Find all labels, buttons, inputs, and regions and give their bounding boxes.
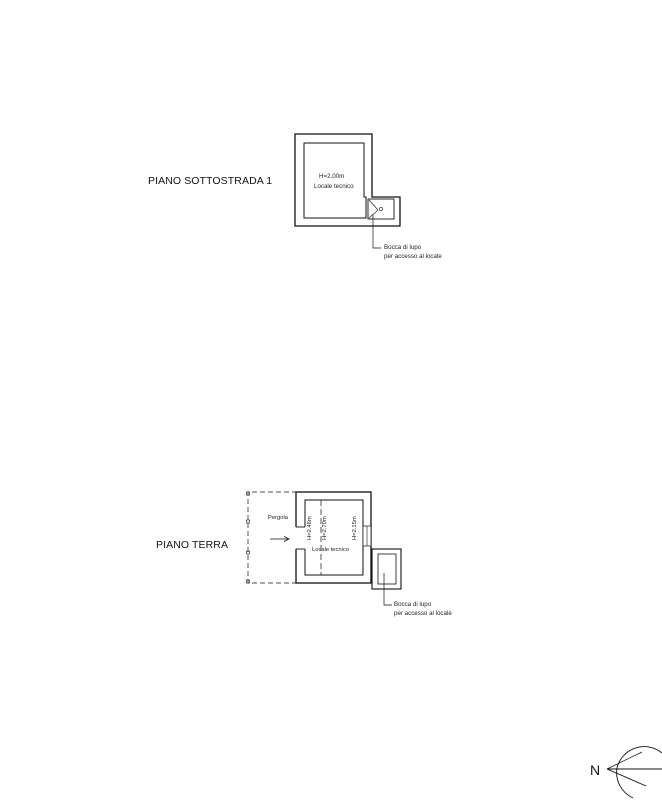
basement-room-height: H=2.00m bbox=[319, 173, 345, 180]
pergola-post bbox=[247, 520, 250, 523]
basement-plan bbox=[295, 134, 400, 248]
ground-room-name: Locale tecnico bbox=[312, 547, 350, 553]
basement-callout-line1: Bocca di lupo bbox=[384, 244, 422, 251]
pergola-label: Pergola bbox=[268, 515, 288, 521]
ground-door-opening bbox=[294, 527, 306, 549]
compass-arc bbox=[617, 747, 662, 798]
ground-callout-line2: per accesso al locale bbox=[394, 610, 452, 617]
basement-light-well-diagonal bbox=[369, 200, 378, 210]
basement-callout-line2: per accesso al locale bbox=[384, 253, 442, 260]
basement-outer-wall bbox=[295, 134, 400, 226]
pergola-outline bbox=[248, 492, 297, 583]
ground-light-well-inner bbox=[378, 554, 396, 584]
ground-title: PIANO TERRA bbox=[156, 539, 229, 551]
compass-north-label: N bbox=[590, 762, 601, 778]
basement-inner-wall bbox=[304, 143, 366, 218]
ground-height-mid: H=2.70m bbox=[322, 516, 328, 540]
compass-rose bbox=[607, 747, 662, 798]
ground-callout-line1: Bocca di lupo bbox=[394, 601, 432, 608]
basement-room-name: Locale tecnico bbox=[314, 183, 354, 190]
basement-light-well bbox=[368, 199, 394, 219]
ground-light-well-outer bbox=[372, 549, 401, 589]
ground-height-left: H=2.46m bbox=[307, 516, 313, 540]
basement-light-well-diagonal-2 bbox=[369, 210, 378, 218]
compass-needle-diag bbox=[607, 769, 646, 786]
basement-title: PIANO SOTTOSTRADA 1 bbox=[148, 175, 273, 187]
basement-hatch-icon bbox=[379, 207, 382, 210]
ground-height-right: H=2.15m bbox=[352, 516, 358, 540]
